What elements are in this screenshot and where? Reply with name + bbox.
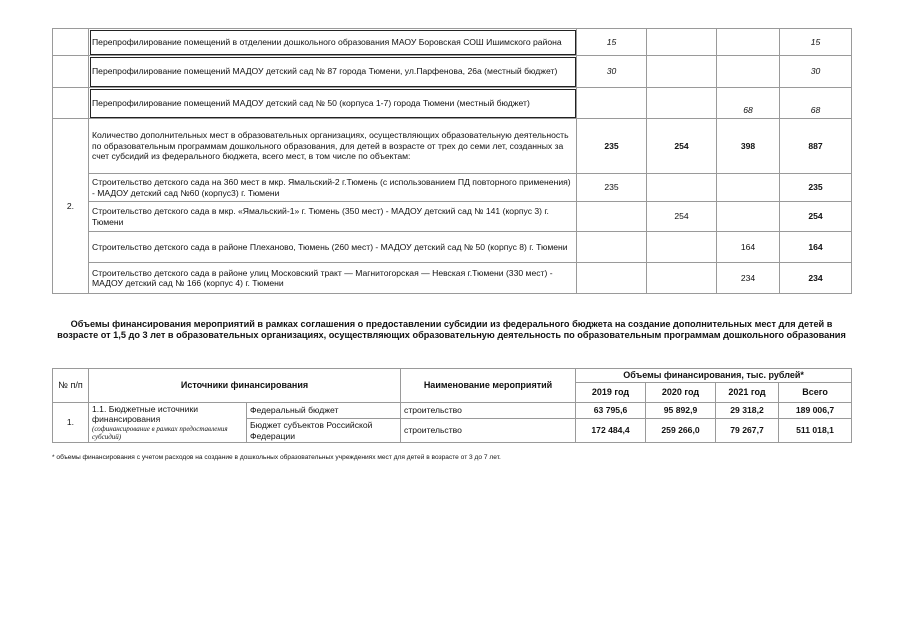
budget-label: 1.1. Бюджетные источники финансирования bbox=[92, 404, 199, 425]
header-event: Наименование мероприятий bbox=[401, 369, 576, 403]
table-row bbox=[53, 174, 852, 202]
summary-total: 887 bbox=[780, 119, 852, 174]
header-2020: 2020 год bbox=[646, 383, 716, 403]
value-2020 bbox=[647, 88, 717, 119]
value-total: 189 006,7 bbox=[779, 403, 852, 419]
value-2021: 79 267,7 bbox=[716, 419, 779, 443]
section-summary-row bbox=[53, 119, 852, 174]
value-2019 bbox=[577, 263, 647, 294]
header-2019: 2019 год bbox=[576, 383, 646, 403]
value-2021 bbox=[717, 29, 780, 56]
table-row bbox=[53, 56, 852, 88]
value-2019 bbox=[577, 88, 647, 119]
header-row bbox=[53, 369, 852, 383]
table-row bbox=[53, 232, 852, 263]
financing-table bbox=[52, 368, 852, 443]
value-2021 bbox=[717, 202, 780, 232]
value-total: 235 bbox=[780, 174, 852, 202]
financing-heading: Объемы финансирования мероприятий в рамках соглашения о предоставлении субсидии из федерального бюджета на создание дополнительных мест для детей в возрасте от 1,5 до 3 лет в образовательных организациях, осуществляющих образовательную деятельность по образовательным программам дошкольного образования bbox=[57, 319, 846, 340]
header-total: Всего bbox=[779, 383, 852, 403]
value-2021 bbox=[717, 56, 780, 88]
event-name: строительство bbox=[401, 419, 576, 443]
row-number-cell bbox=[53, 29, 89, 56]
value-total: 30 bbox=[780, 56, 852, 88]
value-2020: 259 266,0 bbox=[646, 419, 716, 443]
row-number: 1. bbox=[53, 403, 89, 443]
value-2019: 15 bbox=[577, 29, 647, 56]
event-name: строительство bbox=[401, 403, 576, 419]
value-2019 bbox=[577, 202, 647, 232]
value-2020 bbox=[647, 56, 717, 88]
summary-2019: 235 bbox=[577, 119, 647, 174]
row-number-cell bbox=[53, 56, 89, 88]
value-total: 511 018,1 bbox=[779, 419, 852, 443]
value-2021: 164 bbox=[717, 232, 780, 263]
places-table bbox=[52, 28, 852, 294]
header-number: № п/п bbox=[53, 369, 89, 403]
object-description: Строительство детского сада в мкр. «Ямальский-1» г. Тюмень (350 мест) - МАДОУ детский сад № 141 (корпус 3) г. Тюмени bbox=[89, 202, 577, 232]
value-2020 bbox=[647, 174, 717, 202]
value-2021: 29 318,2 bbox=[716, 403, 779, 419]
object-description: Строительство детского сада в районе улиц Московский тракт — Магнитогорская — Невская г.Тюмени (330 мест) - МАДОУ детский сад № 166 (корпус 4) г. Тюмени bbox=[89, 263, 577, 294]
header-sources: Источники финансирования bbox=[89, 369, 401, 403]
value-total: 164 bbox=[780, 232, 852, 263]
object-description: Перепрофилирование помещений МАДОУ детский сад № 50 (корпуса 1-7) города Тюмени (местный бюджет) bbox=[89, 88, 577, 119]
value-2019: 63 795,6 bbox=[576, 403, 646, 419]
value-2020: 95 892,9 bbox=[646, 403, 716, 419]
footnote: * объемы финансирования с учетом расходов на создание в дошкольных образовательных учреждениях мест для детей в возрасте от 3 до 7 лет. bbox=[52, 454, 501, 461]
budget-sources-cell bbox=[89, 403, 247, 443]
header-volumes: Объемы финансирования, тыс. рублей* bbox=[576, 369, 852, 383]
header-2021: 2021 год bbox=[716, 383, 779, 403]
summary-description: Количество дополнительных мест в образовательных организациях, осуществляющих образовательную деятельность по образовательным программам дошкольного образования, для детей в возрасте от трех до семи лет, созданных за счет субсидий из федерального бюджета, всего мест, в том числе по объектам: bbox=[89, 119, 577, 174]
table-row bbox=[53, 88, 852, 119]
value-total: 15 bbox=[780, 29, 852, 56]
value-2020 bbox=[647, 29, 717, 56]
value-2021: 234 bbox=[717, 263, 780, 294]
budget-note: (софинансирование в рамках предоставления субсидий) bbox=[92, 424, 228, 441]
table-row bbox=[53, 202, 852, 232]
table-row bbox=[53, 263, 852, 294]
table-row bbox=[53, 29, 852, 56]
source-name: Федеральный бюджет bbox=[247, 403, 401, 419]
object-description: Перепрофилирование помещений в отделении дошкольного образования МАОУ Боровская СОШ Ишимского района bbox=[89, 29, 577, 56]
value-2019: 235 bbox=[577, 174, 647, 202]
summary-2020: 254 bbox=[647, 119, 717, 174]
value-2020 bbox=[647, 232, 717, 263]
value-2019: 30 bbox=[577, 56, 647, 88]
value-total: 234 bbox=[780, 263, 852, 294]
value-2019 bbox=[577, 232, 647, 263]
value-2021: 68 bbox=[717, 88, 780, 119]
row-number-cell bbox=[53, 88, 89, 119]
value-2019: 172 484,4 bbox=[576, 419, 646, 443]
value-2021 bbox=[717, 174, 780, 202]
object-description: Строительство детского сада на 360 мест в мкр. Ямальский-2 г.Тюмень (с использованием ПД повторного применения) - МАДОУ детский сад №60 (корпус3) г. Тюмени bbox=[89, 174, 577, 202]
value-total: 254 bbox=[780, 202, 852, 232]
source-name: Бюджет субъектов Российской Федерации bbox=[247, 419, 401, 443]
object-description: Строительство детского сада в районе Плеханово, Тюмень (260 мест) - МАДОУ детский сад № 50 (корпус 8) г. Тюмени bbox=[89, 232, 577, 263]
summary-2021: 398 bbox=[717, 119, 780, 174]
section-number: 2. bbox=[53, 119, 89, 294]
value-2020 bbox=[647, 263, 717, 294]
value-total: 68 bbox=[780, 88, 852, 119]
table-row bbox=[53, 403, 852, 419]
value-2020: 254 bbox=[647, 202, 717, 232]
object-description: Перепрофилирование помещений МАДОУ детский сад № 87 города Тюмени, ул.Парфенова, 26а (местный бюджет) bbox=[89, 56, 577, 88]
